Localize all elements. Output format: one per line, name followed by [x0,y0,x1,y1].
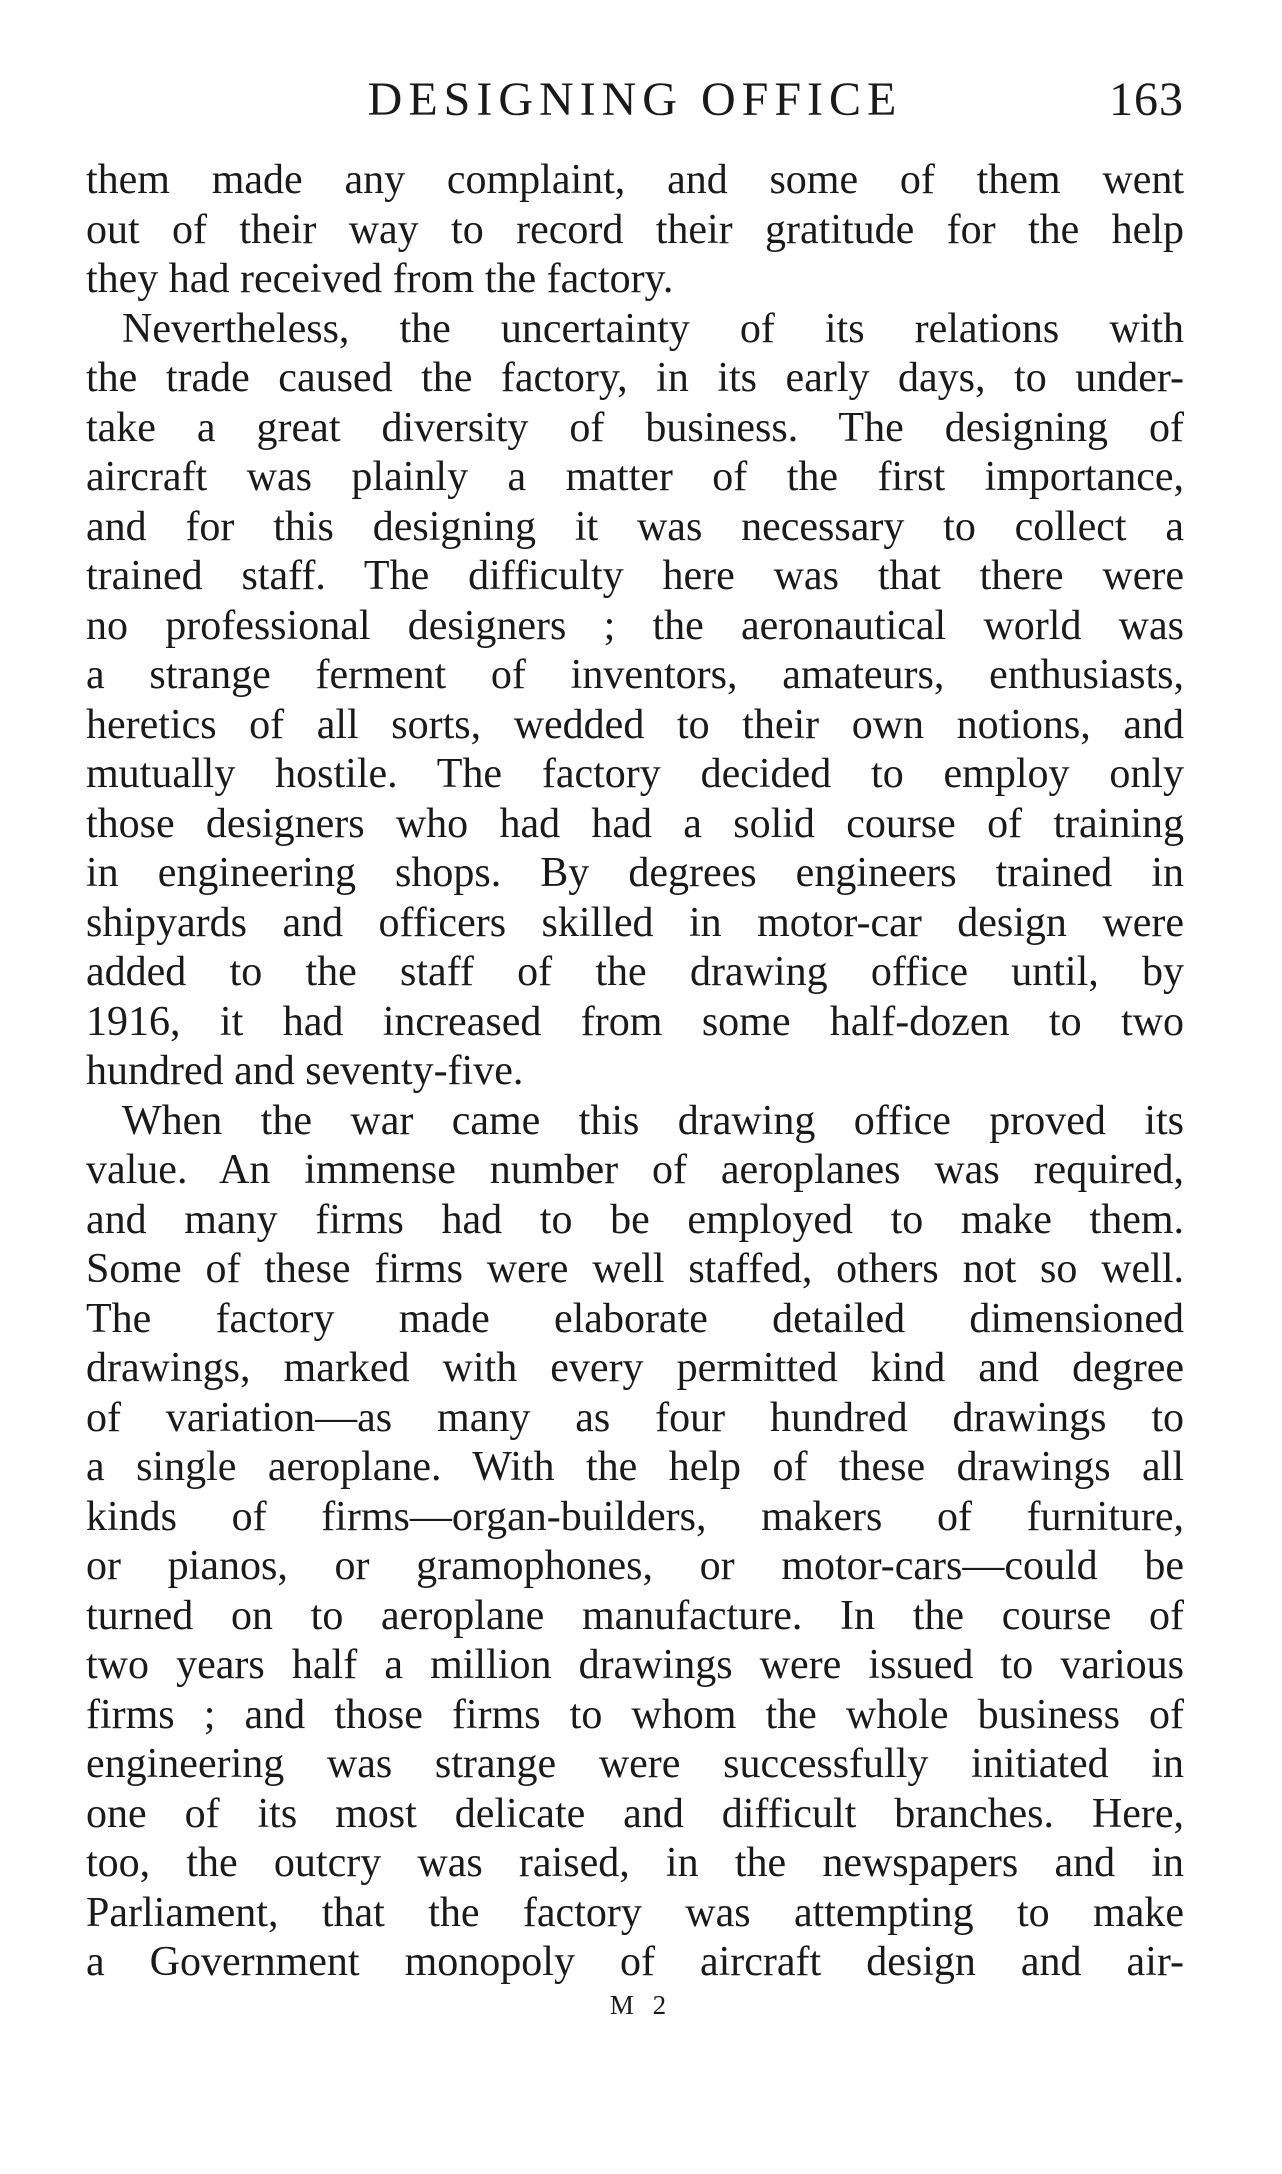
text-line: a strange ferment of inventors, amateurs, enthusiasts, [86,652,1184,698]
text-line: those designers who had had a solid course of training [86,800,1184,847]
text-line: engineering was strange were successfully initiated in [86,1741,1184,1787]
text-line: hundred and seventy-five. [86,1048,524,1094]
text-line: the trade caused the factory, in its early days, to under- [86,355,1184,401]
text-line: shipyards and officers skilled in motor-car design were [86,899,1184,946]
paragraph-3 [86,1097,1184,1988]
text-line: When the war came this drawing office proved its [122,1097,1184,1144]
text-line: kinds of firms—organ-builders, makers of furniture, [86,1493,1184,1540]
text-line: they had received from the factory. [86,256,674,302]
text-line: of variation—as many as four hundred drawings to [86,1394,1184,1441]
text-line: Some of these firms were well staffed, others not so well. [86,1246,1184,1292]
text-line: and many firms had to be employed to make them. [86,1196,1184,1243]
text-line: value. An immense number of aeroplanes was required, [86,1147,1184,1193]
body-text [86,156,1184,1988]
text-line: or pianos, or gramophones, or motor-cars—could be [86,1543,1184,1589]
text-line: out of their way to record their gratitude for the help [86,206,1184,253]
text-line: mutually hostile. The factory decided to employ only [86,751,1184,797]
text-line: them made any complaint, and some of them went [86,157,1184,203]
page-number: 163 [1109,73,1184,126]
text-line: take a great diversity of business. The designing of [86,404,1184,451]
text-line: one of its most delicate and difficult branches. Here, [86,1790,1184,1837]
text-line: too, the outcry was raised, in the newspapers and in [86,1840,1184,1886]
paragraph-2 [86,305,1184,1097]
signature-mark: M 2 [609,1990,673,2020]
text-line: 1916, it had increased from some half-dozen to two [86,998,1184,1045]
text-line: in engineering shops. By degrees engineers trained in [86,850,1184,896]
text-line: The factory made elaborate detailed dimensioned [86,1295,1184,1342]
text-line: a single aeroplane. With the help of these drawings all [86,1444,1184,1490]
text-line: added to the staff of the drawing office until, by [86,949,1184,995]
text-line: a Government monopoly of aircraft design and air- [86,1939,1184,1985]
paragraph-1 [86,156,1184,305]
page-title: DESIGNING OFFICE [367,73,903,126]
text-line: turned on to aeroplane manufacture. In the course of [86,1592,1184,1639]
text-line: no professional designers ; the aeronautical world was [86,602,1184,649]
text-line: Parliament, that the factory was attempting to make [86,1889,1184,1936]
text-line: drawings, marked with every permitted kind and degree [86,1345,1184,1391]
text-line: two years half a million drawings were issued to various [86,1642,1184,1688]
text-line: and for this designing it was necessary to collect a [86,503,1184,550]
running-head [86,70,1184,130]
text-line: trained staff. The difficulty here was that there were [86,553,1184,599]
text-line: firms ; and those firms to whom the whole business of [86,1691,1184,1738]
text-line: Nevertheless, the uncertainty of its relations with [122,305,1184,352]
text-line: aircraft was plainly a matter of the first importance, [86,454,1184,500]
text-line: heretics of all sorts, wedded to their own notions, and [86,701,1184,748]
